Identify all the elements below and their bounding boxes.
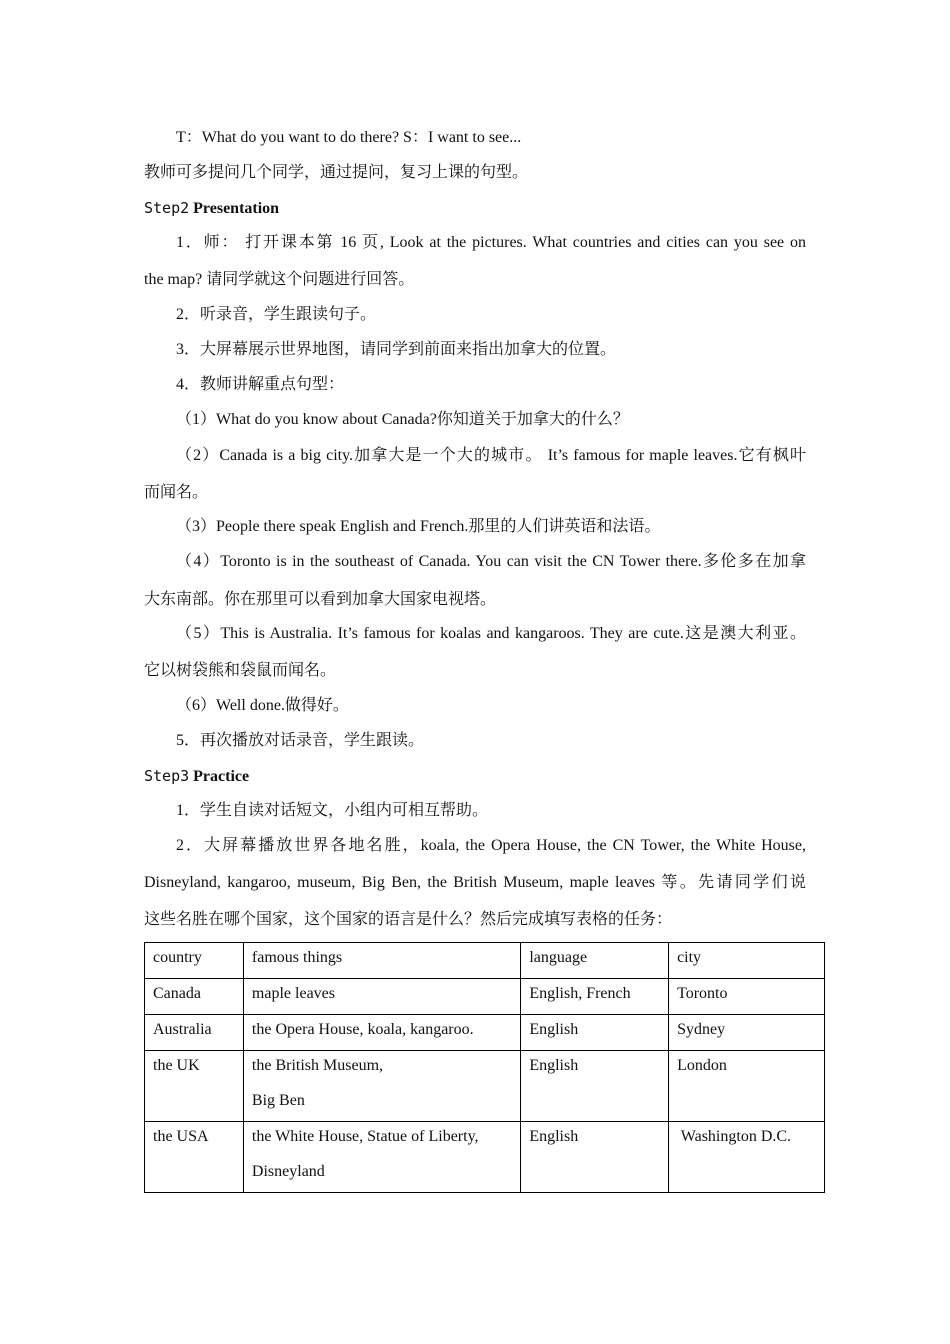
sentence-item: （6）Well done.做得好。 [176, 697, 349, 714]
country-table [144, 942, 825, 1193]
paragraph-line: 5．再次播放对话录音，学生跟读。 [176, 732, 425, 749]
table-cell-things: maple leaves [243, 979, 520, 1015]
step-title: Practice [193, 768, 250, 785]
table-cell-language: English [521, 1051, 669, 1122]
cell-text-line: the White House, Statue of Liberty, [251, 1128, 479, 1145]
table-header-row [145, 943, 825, 979]
paragraph-line: 而闻名。 [144, 484, 209, 501]
paragraph-line: 4．教师讲解重点句型： [176, 376, 345, 393]
paragraph-line: 2．听录音，学生跟读句子。 [176, 306, 377, 323]
table-header-cell: country [145, 943, 244, 979]
table-header-cell: famous things [243, 943, 520, 979]
table-cell-language: English [521, 1015, 669, 1051]
paragraph-line: 2．大屏幕播放世界各地名胜，koala, the Opera House, the CN Tower, the White House, [176, 837, 806, 854]
table-cell-country: the USA [145, 1122, 244, 1193]
dialog-line: T：What do you want to do there? S：I want to see... [176, 129, 522, 146]
table-cell-things [243, 1051, 520, 1122]
table-row [145, 979, 825, 1015]
table-cell-things: the Opera House, koala, kangaroo. [243, 1015, 520, 1051]
sentence-item: （1）What do you know about Canada?你知道关于加拿大的什么？ [176, 411, 629, 428]
table-row [145, 1051, 825, 1122]
sentence-item: （4）Toronto is in the southeast of Canada. You can visit the CN Tower there.多伦多在加拿 [176, 553, 806, 570]
sentence-item: （3）People there speak English and French.那里的人们讲英语和法语。 [176, 518, 661, 535]
table-row [145, 1015, 825, 1051]
paragraph-line: Disneyland, kangaroo, museum, Big Ben, the British Museum, maple leaves 等。先请同学们说 [144, 874, 806, 891]
section-heading-step3 [144, 766, 249, 787]
sentence-item: （5）This is Australia. It’s famous for koalas and kangaroos. They are cute.这是澳大利亚。 [176, 625, 806, 642]
table-cell-city: Washington D.C. [669, 1122, 825, 1193]
table-cell-language: English [521, 1122, 669, 1193]
paragraph-line: 这些名胜在哪个国家，这个国家的语言是什么？然后完成填写表格的任务： [144, 911, 673, 928]
paragraph-line: 1．师： 打开课本第 16 页, Look at the pictures. What countries and cities can you see on [176, 234, 806, 251]
step-title: Presentation [193, 200, 280, 217]
section-heading-step2 [144, 198, 279, 219]
paragraph-line: 教师可多提问几个同学，通过提问，复习上课的句型。 [144, 164, 529, 181]
cell-text-line: Disneyland [251, 1163, 325, 1180]
step-label: Step3 [144, 767, 190, 785]
paragraph-line: 它以树袋熊和袋鼠而闻名。 [144, 662, 337, 679]
table-cell-country: Canada [145, 979, 244, 1015]
cell-text-line: Big Ben [251, 1092, 305, 1109]
paragraph-line: the map? 请同学就这个问题进行回答。 [144, 271, 415, 288]
table-row [145, 1122, 825, 1193]
table-cell-country: Australia [145, 1015, 244, 1051]
table-cell-things [243, 1122, 520, 1193]
table-cell-language: English, French [521, 979, 669, 1015]
sentence-item: （2）Canada is a big city.加拿大是一个大的城市。 It’s famous for maple leaves.它有枫叶 [176, 447, 806, 464]
table-cell-city: London [669, 1051, 825, 1122]
cell-text-line: the British Museum, [251, 1057, 384, 1074]
paragraph-line: 3．大屏幕展示世界地图，请同学到前面来指出加拿大的位置。 [176, 341, 617, 358]
table-header-cell: city [669, 943, 825, 979]
table-cell-country: the UK [145, 1051, 244, 1122]
table-cell-city: Toronto [669, 979, 825, 1015]
paragraph-line: 大东南部。你在那里可以看到加拿大国家电视塔。 [144, 591, 497, 608]
step-label: Step2 [144, 199, 190, 217]
paragraph-line: 1．学生自读对话短文，小组内可相互帮助。 [176, 802, 489, 819]
table-header-cell: language [521, 943, 669, 979]
table-cell-city: Sydney [669, 1015, 825, 1051]
